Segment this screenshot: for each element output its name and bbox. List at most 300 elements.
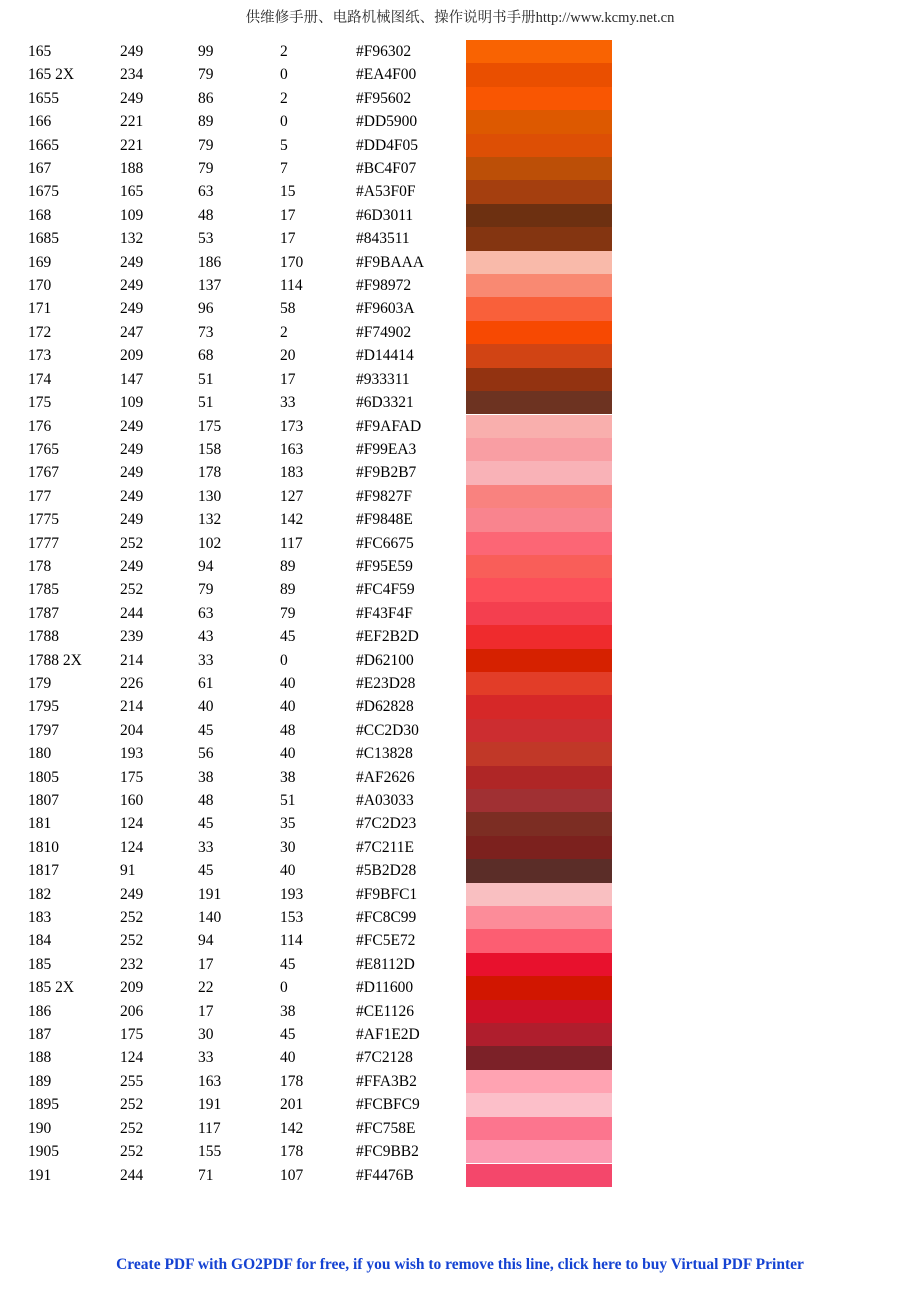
blue-value-cell: 114 xyxy=(280,932,303,950)
green-value-cell: 79 xyxy=(198,581,214,599)
table-row xyxy=(28,953,612,976)
color-swatch xyxy=(466,1093,612,1116)
blue-value-cell: 58 xyxy=(280,300,296,318)
color-swatch-cell xyxy=(466,1117,612,1140)
color-swatch-cell xyxy=(466,1140,612,1163)
blue-value-cell: 193 xyxy=(280,885,304,903)
hex-value-cell: #FC8C99 xyxy=(356,909,417,927)
red-value-cell: 252 xyxy=(120,1143,144,1161)
color-swatch-cell xyxy=(466,953,612,976)
color-name-cell: 188 xyxy=(28,1049,52,1067)
red-value-cell: 249 xyxy=(120,253,144,271)
table-row xyxy=(28,976,612,999)
green-value-cell: 191 xyxy=(198,1096,222,1114)
red-value-cell: 244 xyxy=(120,604,144,622)
table-row xyxy=(28,87,612,110)
color-name-cell: 167 xyxy=(28,160,52,178)
color-name-cell: 179 xyxy=(28,674,52,692)
green-value-cell: 40 xyxy=(198,698,214,716)
hex-value-cell: #D14414 xyxy=(356,347,414,365)
table-row xyxy=(28,297,612,320)
red-value-cell: 255 xyxy=(120,1072,144,1090)
red-value-cell: 221 xyxy=(120,113,144,131)
red-value-cell: 234 xyxy=(120,66,144,84)
table-row xyxy=(28,742,612,765)
color-swatch-cell xyxy=(466,438,612,461)
hex-value-cell: #F98972 xyxy=(356,277,412,295)
green-value-cell: 94 xyxy=(198,932,214,950)
red-value-cell: 160 xyxy=(120,792,144,809)
green-value-cell: 61 xyxy=(198,674,214,692)
color-swatch xyxy=(466,297,612,320)
table-row xyxy=(28,180,612,203)
color-swatch xyxy=(466,719,612,742)
blue-value-cell: 178 xyxy=(280,1072,304,1090)
color-name-cell: 176 xyxy=(28,417,52,435)
green-value-cell: 51 xyxy=(198,370,214,388)
blue-value-cell: 0 xyxy=(280,651,288,669)
hex-value-cell: #5B2D28 xyxy=(356,862,417,880)
color-name-cell: 173 xyxy=(28,347,52,365)
table-row xyxy=(28,672,612,695)
color-name-cell: 181 xyxy=(28,815,52,833)
blue-value-cell: 79 xyxy=(280,604,296,622)
color-swatch xyxy=(466,976,612,999)
table-row xyxy=(28,695,612,718)
blue-value-cell: 20 xyxy=(280,347,296,365)
table-row xyxy=(28,719,612,742)
color-name-cell: 1655 xyxy=(28,89,59,107)
blue-value-cell: 0 xyxy=(280,66,288,84)
blue-value-cell: 114 xyxy=(280,277,303,295)
color-name-cell: 1665 xyxy=(28,136,59,154)
color-name-cell: 1895 xyxy=(28,1096,59,1114)
hex-value-cell: #F9848E xyxy=(356,511,413,529)
color-name-cell: 1795 xyxy=(28,698,59,716)
blue-value-cell: 127 xyxy=(280,487,304,505)
color-name-cell: 189 xyxy=(28,1072,52,1090)
red-value-cell: 249 xyxy=(120,487,144,505)
hex-value-cell: #F99EA3 xyxy=(356,440,417,458)
blue-value-cell: 7 xyxy=(280,160,288,178)
color-swatch-cell xyxy=(466,227,612,250)
red-value-cell: 188 xyxy=(120,160,144,178)
color-name-cell: 1767 xyxy=(28,464,59,482)
color-swatch xyxy=(466,883,612,906)
blue-value-cell: 33 xyxy=(280,394,296,412)
color-name-cell: 1777 xyxy=(28,534,59,552)
hex-value-cell: #F9603A xyxy=(356,300,415,318)
color-swatch xyxy=(466,368,612,391)
table-row xyxy=(28,274,612,297)
green-value-cell: 63 xyxy=(198,604,214,622)
color-swatch-cell xyxy=(466,274,612,297)
blue-value-cell: 173 xyxy=(280,417,304,435)
hex-value-cell: #AF1E2D xyxy=(356,1026,420,1044)
table-row xyxy=(28,485,612,508)
blue-value-cell: 51 xyxy=(280,792,296,809)
red-value-cell: 175 xyxy=(120,768,144,786)
footer-promo-text[interactable]: Create PDF with GO2PDF for free, if you wish to remove this line, click here to buy Virtual PDF Printer xyxy=(116,1256,804,1273)
color-swatch xyxy=(466,953,612,976)
hex-value-cell: #843511 xyxy=(356,230,410,248)
color-name-cell: 184 xyxy=(28,932,52,950)
table-row xyxy=(28,438,612,461)
green-value-cell: 51 xyxy=(198,394,214,412)
header-watermark-text: 供维修手册、电路机械图纸、操作说明书手册http://www.kcmy.net.cn xyxy=(245,10,675,26)
color-swatch-cell xyxy=(466,695,612,718)
hex-value-cell: #FC5E72 xyxy=(356,932,416,950)
hex-value-cell: #6D3011 xyxy=(356,206,414,224)
color-swatch xyxy=(466,461,612,484)
color-name-cell: 186 xyxy=(28,1002,52,1020)
color-swatch xyxy=(466,485,612,508)
color-swatch xyxy=(466,742,612,765)
green-value-cell: 99 xyxy=(198,43,214,60)
green-value-cell: 43 xyxy=(198,628,214,646)
table-row xyxy=(28,859,612,882)
table-row xyxy=(28,391,612,414)
color-swatch-cell xyxy=(466,906,612,929)
blue-value-cell: 89 xyxy=(280,581,296,599)
hex-value-cell: #F4476B xyxy=(356,1166,414,1184)
green-value-cell: 140 xyxy=(198,909,222,927)
color-swatch-cell xyxy=(466,578,612,601)
color-name-cell: 1787 xyxy=(28,604,59,622)
green-value-cell: 17 xyxy=(198,1002,214,1020)
blue-value-cell: 40 xyxy=(280,698,296,716)
red-value-cell: 165 xyxy=(120,183,144,201)
color-swatch-cell xyxy=(466,859,612,882)
green-value-cell: 130 xyxy=(198,487,222,505)
red-value-cell: 249 xyxy=(120,417,144,435)
green-value-cell: 155 xyxy=(198,1143,222,1161)
table-row xyxy=(28,344,612,367)
hex-value-cell: #FCBFC9 xyxy=(356,1096,420,1114)
red-value-cell: 252 xyxy=(120,1096,144,1114)
green-value-cell: 48 xyxy=(198,206,214,224)
pantone-color-table xyxy=(28,40,612,1187)
color-swatch-cell xyxy=(466,766,612,789)
color-swatch-cell xyxy=(466,1000,612,1023)
hex-value-cell: #F9BAAA xyxy=(356,253,425,271)
green-value-cell: 137 xyxy=(198,277,222,295)
hex-value-cell: #DD5900 xyxy=(356,113,418,131)
hex-value-cell: #FC4F59 xyxy=(356,581,415,599)
hex-value-cell: #F9BFC1 xyxy=(356,885,418,903)
blue-value-cell: 142 xyxy=(280,1119,304,1137)
color-swatch-cell xyxy=(466,1070,612,1093)
table-row xyxy=(28,1000,612,1023)
blue-value-cell: 17 xyxy=(280,206,296,224)
color-swatch-cell xyxy=(466,625,612,648)
red-value-cell: 252 xyxy=(120,534,144,552)
hex-value-cell: #F9B2B7 xyxy=(356,464,417,482)
blue-value-cell: 40 xyxy=(280,1049,296,1067)
color-swatch xyxy=(466,438,612,461)
blue-value-cell: 107 xyxy=(280,1166,304,1184)
blue-value-cell: 170 xyxy=(280,253,304,271)
blue-value-cell: 17 xyxy=(280,370,296,388)
hex-value-cell: #D62100 xyxy=(356,651,414,669)
table-row xyxy=(28,508,612,531)
hex-value-cell: #7C211E xyxy=(356,838,414,856)
red-value-cell: 109 xyxy=(120,206,144,224)
green-value-cell: 94 xyxy=(198,557,214,575)
color-swatch xyxy=(466,321,612,344)
color-swatch-cell xyxy=(466,63,612,86)
blue-value-cell: 183 xyxy=(280,464,304,482)
color-swatch-cell xyxy=(466,1093,612,1116)
color-swatch-cell xyxy=(466,134,612,157)
hex-value-cell: #BC4F07 xyxy=(356,160,417,178)
table-row xyxy=(28,532,612,555)
color-name-cell: 185 2X xyxy=(28,979,75,997)
table-row xyxy=(28,40,612,63)
color-name-cell: 190 xyxy=(28,1119,52,1137)
color-name-cell: 178 xyxy=(28,557,52,575)
table-row xyxy=(28,1164,612,1187)
table-row xyxy=(28,1070,612,1093)
color-swatch xyxy=(466,1023,612,1046)
table-row xyxy=(28,929,612,952)
color-name-cell: 168 xyxy=(28,206,52,224)
table-row xyxy=(28,134,612,157)
red-value-cell: 124 xyxy=(120,815,144,833)
table-row xyxy=(28,1117,612,1140)
hex-value-cell: #6D3321 xyxy=(356,394,414,412)
red-value-cell: 124 xyxy=(120,838,144,856)
color-name-cell: 177 xyxy=(28,487,52,505)
table-row xyxy=(28,157,612,180)
color-swatch-cell xyxy=(466,555,612,578)
green-value-cell: 186 xyxy=(198,253,222,271)
color-swatch xyxy=(466,789,612,812)
blue-value-cell: 38 xyxy=(280,768,296,786)
red-value-cell: 249 xyxy=(120,43,144,60)
color-name-cell: 172 xyxy=(28,323,52,341)
hex-value-cell: #E23D28 xyxy=(356,674,416,692)
table-row xyxy=(28,110,612,133)
color-swatch xyxy=(466,836,612,859)
color-swatch xyxy=(466,344,612,367)
color-swatch-cell xyxy=(466,649,612,672)
color-swatch-cell xyxy=(466,40,612,63)
color-name-cell: 1675 xyxy=(28,183,59,201)
color-name-cell: 1810 xyxy=(28,838,59,856)
color-swatch-cell xyxy=(466,321,612,344)
color-swatch-cell xyxy=(466,461,612,484)
green-value-cell: 33 xyxy=(198,651,214,669)
blue-value-cell: 178 xyxy=(280,1143,304,1161)
color-name-cell: 174 xyxy=(28,370,52,388)
green-value-cell: 132 xyxy=(198,511,222,529)
color-name-cell: 1788 2X xyxy=(28,651,82,669)
blue-value-cell: 17 xyxy=(280,230,296,248)
table-row xyxy=(28,625,612,648)
green-value-cell: 71 xyxy=(198,1166,214,1184)
red-value-cell: 214 xyxy=(120,651,144,669)
hex-value-cell: #FC6675 xyxy=(356,534,414,552)
color-swatch-cell xyxy=(466,1023,612,1046)
red-value-cell: 252 xyxy=(120,1119,144,1137)
blue-value-cell: 142 xyxy=(280,511,304,529)
green-value-cell: 53 xyxy=(198,230,214,248)
green-value-cell: 73 xyxy=(198,323,214,341)
green-value-cell: 48 xyxy=(198,792,214,809)
red-value-cell: 124 xyxy=(120,1049,144,1067)
green-value-cell: 63 xyxy=(198,183,214,201)
color-swatch xyxy=(466,157,612,180)
color-name-cell: 1775 xyxy=(28,511,59,529)
red-value-cell: 209 xyxy=(120,347,144,365)
table-row xyxy=(28,812,612,835)
blue-value-cell: 45 xyxy=(280,955,296,973)
color-swatch xyxy=(466,274,612,297)
hex-value-cell: #C13828 xyxy=(356,745,413,763)
color-swatch-cell xyxy=(466,87,612,110)
hex-value-cell: #7C2128 xyxy=(356,1049,413,1067)
red-value-cell: 249 xyxy=(120,440,144,458)
hex-value-cell: #FC9BB2 xyxy=(356,1143,419,1161)
color-name-cell: 191 xyxy=(28,1166,52,1184)
blue-value-cell: 2 xyxy=(280,323,288,341)
color-swatch-cell xyxy=(466,415,612,438)
red-value-cell: 252 xyxy=(120,909,144,927)
table-row xyxy=(28,789,612,812)
hex-value-cell: #F9AFAD xyxy=(356,417,422,435)
color-name-cell: 169 xyxy=(28,253,52,271)
color-swatch xyxy=(466,555,612,578)
hex-value-cell: #CE1126 xyxy=(356,1002,414,1020)
green-value-cell: 79 xyxy=(198,160,214,178)
red-value-cell: 232 xyxy=(120,955,144,973)
color-swatch xyxy=(466,134,612,157)
hex-value-cell: #EF2B2D xyxy=(356,628,419,646)
green-value-cell: 38 xyxy=(198,768,214,786)
red-value-cell: 252 xyxy=(120,932,144,950)
red-value-cell: 249 xyxy=(120,885,144,903)
blue-value-cell: 0 xyxy=(280,113,288,131)
color-swatch-cell xyxy=(466,976,612,999)
table-row xyxy=(28,1140,612,1163)
color-swatch-cell xyxy=(466,110,612,133)
green-value-cell: 33 xyxy=(198,1049,214,1067)
color-swatch-cell xyxy=(466,157,612,180)
table-row xyxy=(28,602,612,625)
blue-value-cell: 0 xyxy=(280,979,288,997)
color-swatch xyxy=(466,625,612,648)
hex-value-cell: #F95602 xyxy=(356,89,412,107)
green-value-cell: 89 xyxy=(198,113,214,131)
color-swatch xyxy=(466,649,612,672)
color-swatch xyxy=(466,204,612,227)
table-row xyxy=(28,649,612,672)
color-swatch xyxy=(466,1000,612,1023)
color-name-cell: 1797 xyxy=(28,721,59,739)
hex-value-cell: #AF2626 xyxy=(356,768,415,786)
blue-value-cell: 2 xyxy=(280,89,288,107)
red-value-cell: 132 xyxy=(120,230,144,248)
green-value-cell: 45 xyxy=(198,862,214,880)
table-row xyxy=(28,836,612,859)
color-swatch xyxy=(466,578,612,601)
green-value-cell: 86 xyxy=(198,89,214,107)
blue-value-cell: 2 xyxy=(280,43,288,60)
color-swatch xyxy=(466,63,612,86)
hex-value-cell: #DD4F05 xyxy=(356,136,419,154)
color-table-body xyxy=(28,40,612,1187)
table-row xyxy=(28,1046,612,1069)
red-value-cell: 109 xyxy=(120,394,144,412)
green-value-cell: 33 xyxy=(198,838,214,856)
hex-value-cell: #F95E59 xyxy=(356,557,413,575)
table-row xyxy=(28,63,612,86)
red-value-cell: 221 xyxy=(120,136,144,154)
table-row xyxy=(28,251,612,274)
green-value-cell: 191 xyxy=(198,885,222,903)
color-name-cell: 1765 xyxy=(28,440,59,458)
blue-value-cell: 117 xyxy=(280,534,303,552)
color-swatch-cell xyxy=(466,532,612,555)
hex-value-cell: #D62828 xyxy=(356,698,414,716)
green-value-cell: 68 xyxy=(198,347,214,365)
green-value-cell: 79 xyxy=(198,66,214,84)
hex-value-cell: #A53F0F xyxy=(356,183,416,201)
hex-value-cell: #F74902 xyxy=(356,323,412,341)
color-swatch xyxy=(466,602,612,625)
blue-value-cell: 45 xyxy=(280,628,296,646)
color-swatch xyxy=(466,415,612,438)
hex-value-cell: #CC2D30 xyxy=(356,721,419,739)
red-value-cell: 239 xyxy=(120,628,144,646)
color-swatch-cell xyxy=(466,344,612,367)
green-value-cell: 175 xyxy=(198,417,222,435)
table-row xyxy=(28,415,612,438)
green-value-cell: 30 xyxy=(198,1026,214,1044)
red-value-cell: 209 xyxy=(120,979,144,997)
red-value-cell: 204 xyxy=(120,721,144,739)
color-swatch-cell xyxy=(466,1046,612,1069)
color-swatch-cell xyxy=(466,883,612,906)
color-name-cell: 183 xyxy=(28,909,52,927)
color-swatch-cell xyxy=(466,485,612,508)
green-value-cell: 56 xyxy=(198,745,214,763)
color-swatch-cell xyxy=(466,789,612,812)
color-name-cell: 170 xyxy=(28,277,52,295)
table-row xyxy=(28,368,612,391)
blue-value-cell: 5 xyxy=(280,136,288,154)
color-name-cell: 185 xyxy=(28,955,52,973)
green-value-cell: 79 xyxy=(198,136,214,154)
color-swatch xyxy=(466,1070,612,1093)
table-row xyxy=(28,204,612,227)
color-name-cell: 1788 xyxy=(28,628,59,646)
color-name-cell: 1905 xyxy=(28,1143,59,1161)
color-name-cell: 187 xyxy=(28,1026,52,1044)
color-swatch xyxy=(466,180,612,203)
table-row xyxy=(28,1023,612,1046)
color-name-cell: 165 2X xyxy=(28,66,75,84)
blue-value-cell: 40 xyxy=(280,745,296,763)
color-name-cell: 180 xyxy=(28,745,52,763)
color-swatch-cell xyxy=(466,251,612,274)
color-name-cell: 171 xyxy=(28,300,52,318)
red-value-cell: 249 xyxy=(120,511,144,529)
color-swatch xyxy=(466,1164,612,1187)
color-swatch xyxy=(466,1140,612,1163)
red-value-cell: 206 xyxy=(120,1002,144,1020)
